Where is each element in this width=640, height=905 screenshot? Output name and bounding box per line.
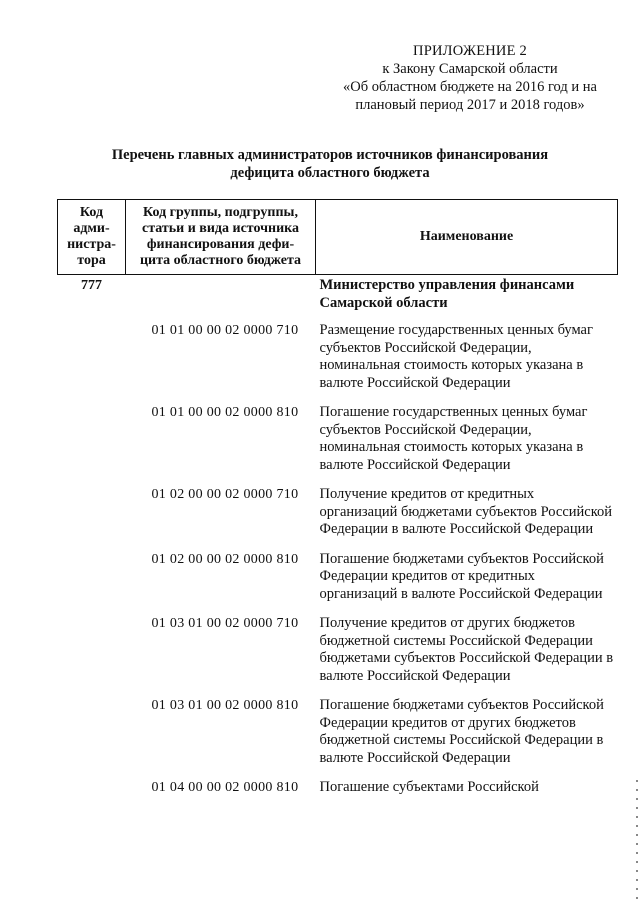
source-code: 01 03 01 00 02 0000 710 — [151, 616, 299, 631]
source-code: 01 03 01 00 02 0000 810 — [151, 698, 299, 713]
source-name: Погашение бюджетами субъектов Российской Федерации кредитов от других бюджетов бюджетной системы Российской Федерации в валюте Российской Федерации — [319, 697, 604, 766]
header-source-code — [126, 200, 316, 275]
appendix-number: ПРИЛОЖЕНИЕ 2 — [413, 43, 527, 59]
source-name: Погашение бюджетами субъектов Российской Федерации кредитов от кредитных организаций в валюте Российской Федерации — [319, 550, 604, 602]
document-title-line-2: дефицита областного бюджета — [230, 165, 430, 181]
appendix-law-title-1: «Об областном бюджете на 2016 год и на — [343, 79, 597, 95]
scan-edge-artifact — [636, 780, 638, 900]
source-name: Размещение государственных ценных бумаг субъектов Российской Федерации, номинальная стоимость которых указана в валюте Российской Федерации — [319, 322, 593, 391]
table-row — [58, 697, 618, 779]
table-row — [58, 404, 618, 486]
empty-cell — [58, 779, 126, 809]
empty-cell — [58, 551, 126, 616]
header-admin-code — [58, 200, 126, 275]
document-title-line-1: Перечень главных администраторов источников финансирования — [111, 147, 549, 163]
empty-cell — [58, 322, 126, 404]
table-row — [58, 322, 618, 404]
source-code: 01 01 00 00 02 0000 710 — [151, 323, 299, 338]
source-code: 01 02 00 00 02 0000 810 — [151, 551, 299, 567]
admin-code: 777 — [81, 278, 102, 293]
source-name: Получение кредитов от других бюджетов бюджетной системы Российской Федерации бюджетами субъектов Российской Федерации в валюте Российской Федерации — [319, 615, 614, 684]
administrators-table — [57, 199, 618, 809]
source-code: 01 01 00 00 02 0000 810 — [151, 405, 299, 420]
source-code: 01 02 00 00 02 0000 710 — [151, 487, 299, 502]
header-admin-code-line: Код — [79, 205, 104, 220]
appendix-header — [320, 42, 620, 114]
table-row — [58, 486, 618, 551]
source-name: Получение кредитов от кредитных организаций бюджетами субъектов Российской Федерации в валюте Российской Федерации — [319, 486, 613, 537]
appendix-law-ref: к Закону Самарской области — [382, 61, 558, 77]
header-source-code-line: статьи и вида источника — [141, 221, 299, 236]
header-source-code-line: финансирования дефи- — [146, 237, 295, 252]
header-source-code-line: Код группы, подгруппы, — [143, 205, 298, 220]
table-row-admin — [58, 275, 618, 323]
admin-name: Министерство управления финансами Самарской области — [319, 277, 575, 311]
header-name: Наименование — [316, 200, 618, 275]
source-name: Погашение государственных ценных бумаг субъектов Российской Федерации, номинальная стоимость которых указана в валюте Российской Федерации — [319, 404, 588, 473]
table-row — [58, 615, 618, 697]
source-code: 01 04 00 00 02 0000 810 — [151, 780, 299, 795]
empty-cell — [126, 275, 316, 323]
appendix-law-title-2: плановый период 2017 и 2018 годов» — [355, 97, 585, 113]
table-header-row — [58, 200, 618, 275]
header-admin-code-line: тора — [77, 253, 106, 268]
table-row — [58, 551, 618, 616]
header-admin-code-line: адми- — [73, 221, 110, 236]
header-source-code-line: цита областного бюджета — [139, 253, 302, 268]
document-title — [40, 146, 620, 182]
source-name: Погашение субъектами Российской — [319, 779, 539, 795]
header-admin-code-line: нистра- — [67, 237, 116, 252]
empty-cell — [58, 615, 126, 697]
empty-cell — [58, 697, 126, 779]
table-row — [58, 779, 618, 809]
empty-cell — [58, 404, 126, 486]
empty-cell — [58, 486, 126, 551]
